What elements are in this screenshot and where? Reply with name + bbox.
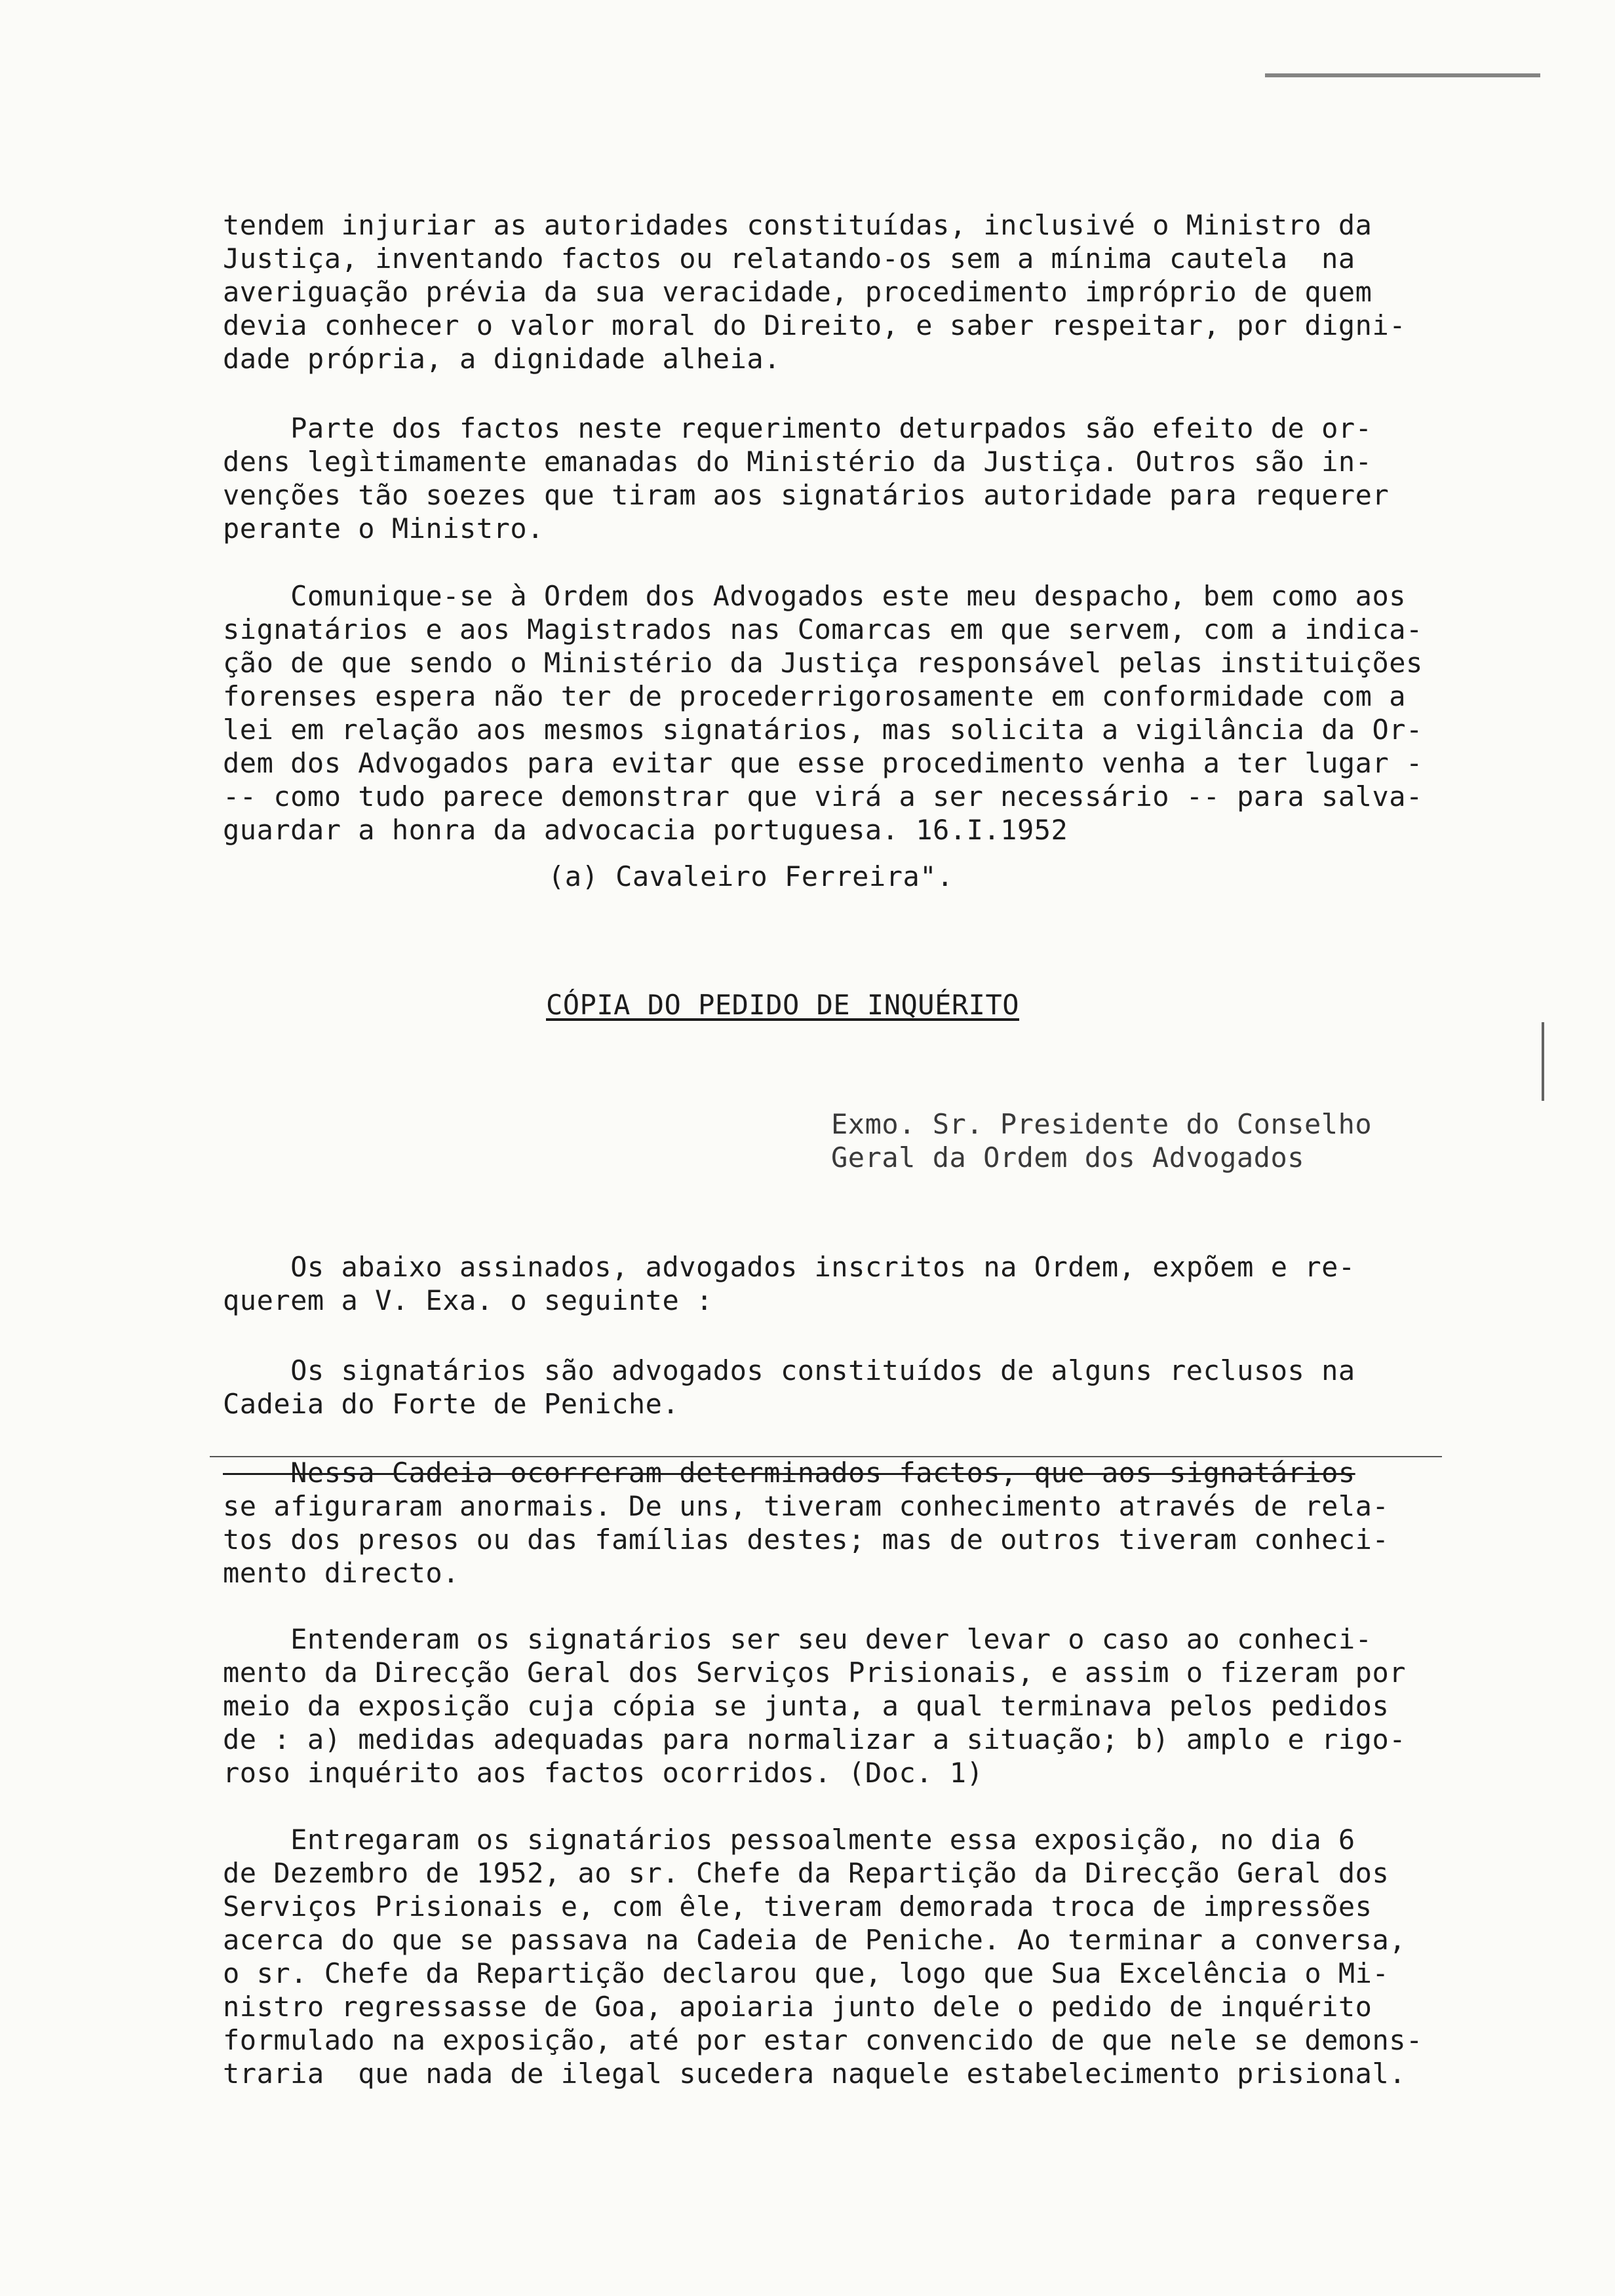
text-line: mento directo. [223, 1557, 460, 1589]
text-line: -- como tudo parece demonstrar que virá a ser necessário -- para salva- [223, 780, 1423, 813]
text-line: lei em relação aos mesmos signatários, mas solicita a vigilância da Or- [223, 714, 1423, 746]
text-line: Parte dos factos neste requerimento deturpados são efeito de or- [223, 412, 1372, 444]
text-line: dens legìtimamente emanadas do Ministério da Justiça. Outros são in- [223, 446, 1372, 478]
text-line: Cadeia do Forte de Peniche. [223, 1388, 680, 1420]
paragraph-1 [223, 208, 1416, 375]
text-line: dade própria, a dignidade alheia. [223, 343, 781, 375]
text-line: se afiguraram anormais. De uns, tiveram conhecimento através de rela- [223, 1490, 1390, 1522]
paragraph-8 [223, 1823, 1423, 2090]
addressee-line: Geral da Ordem dos Advogados [831, 1141, 1305, 1174]
paragraph-3 [223, 579, 1423, 847]
text-line: guardar a honra da advocacia portuguesa. 16.I.1952 [223, 814, 1068, 846]
text-line: formulado na exposição, até por estar convencido de que nele se demons- [223, 2024, 1423, 2056]
text-line: querem a V. Exa. o seguinte : [223, 1284, 713, 1316]
text-line: Os abaixo assinados, advogados inscritos na Ordem, expõem e re- [223, 1251, 1355, 1283]
text-line: Comunique-se à Ordem dos Advogados este meu despacho, bem como aos [223, 580, 1407, 612]
text-line: perante o Ministro. [223, 512, 544, 545]
text-line: signatários e aos Magistrados nas Comarcas em que servem, com a indica- [223, 613, 1423, 645]
text-line: o sr. Chefe da Repartição declarou que, logo que Sua Excelência o Mi- [223, 1957, 1390, 1989]
paragraph-6 [223, 1456, 1416, 1590]
text-line: dem dos Advogados para evitar que esse procedimento venha a ter lugar - [223, 747, 1423, 779]
struck-text-line: Nessa Cadeia ocorreram determinados factos, que aos signatários [223, 1457, 1355, 1489]
text-line: mento da Direcção Geral dos Serviços Prisionais, e assim o fizeram por [223, 1656, 1407, 1689]
text-line: de : a) medidas adequadas para normalizar a situação; b) amplo e rigo- [223, 1723, 1407, 1755]
paragraph-2 [223, 411, 1416, 545]
text-line: de Dezembro de 1952, ao sr. Chefe da Repartição da Direcção Geral dos [223, 1857, 1390, 1889]
section-heading: CÓPIA DO PEDIDO DE INQUÉRITO [546, 989, 1020, 1021]
scan-mark-top-right [1265, 73, 1540, 77]
text-line: Entenderam os signatários ser seu dever levar o caso ao conheci- [223, 1623, 1372, 1655]
text-line: ção de que sendo o Ministério da Justiça responsável pelas instituições [223, 647, 1423, 679]
addressee-block [831, 1107, 1421, 1174]
text-line: meio da exposição cuja cópia se junta, a qual terminava pelos pedidos [223, 1690, 1390, 1722]
text-line: Os signatários são advogados constituídos de alguns reclusos na [223, 1354, 1355, 1387]
text-line: acerca do que se passava na Cadeia de Peniche. Ao terminar a conversa, [223, 1924, 1407, 1956]
text-line: tos dos presos ou das famílias destes; mas de outros tiveram conheci- [223, 1523, 1390, 1556]
signature-line: (a) Cavaleiro Ferreira". [548, 860, 954, 892]
text-line: averiguação prévia da sua veracidade, procedimento impróprio de quem [223, 276, 1372, 308]
text-line: Serviços Prisionais e, com êle, tiveram demorada troca de impressões [223, 1890, 1372, 1923]
text-line: Entregaram os signatários pessoalmente essa exposição, no dia 6 [223, 1824, 1355, 1856]
paragraph-7 [223, 1622, 1416, 1789]
scan-mark-margin-right [1542, 1022, 1544, 1101]
text-line: traria que nada de ilegal sucedera naquele estabelecimento prisional. [223, 2057, 1407, 2090]
paragraph-5 [223, 1354, 1416, 1421]
paragraph-4 [223, 1250, 1416, 1317]
addressee-line: Exmo. Sr. Presidente do Conselho [831, 1108, 1372, 1140]
text-line: Justiça, inventando factos ou relatando-os sem a mínima cautela na [223, 242, 1355, 275]
text-line: roso inquérito aos factos ocorridos. (Doc. 1) [223, 1757, 984, 1789]
text-line: forenses espera não ter de procederrigorosamente em conformidade com a [223, 680, 1407, 712]
text-line: devia conhecer o valor moral do Direito, e saber respeitar, por digni- [223, 309, 1407, 341]
text-line: nistro regressasse de Goa, apoiaria junto dele o pedido de inquérito [223, 1991, 1372, 2023]
text-line: venções tão soezes que tiram aos signatários autoridade para requerer [223, 479, 1390, 511]
text-line: tendem injuriar as autoridades constituídas, inclusivé o Ministro da [223, 209, 1372, 241]
